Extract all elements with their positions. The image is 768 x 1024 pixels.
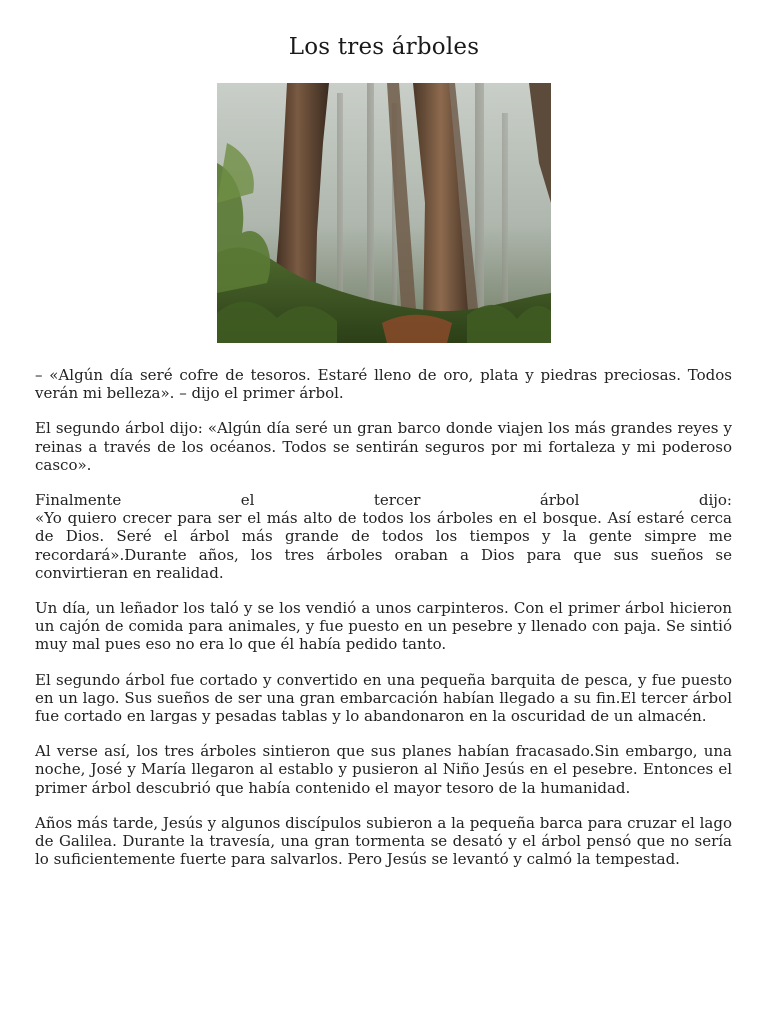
- page-title: Los tres árboles: [288, 34, 480, 60]
- paragraph-1: – «Algún día seré cofre de tesoros. Estaré lleno de oro, plata y piedras preciosas. Todos verán mi belleza». – dijo el primer árbol.: [35, 366, 732, 403]
- paragraph-2: El segundo árbol dijo: «Algún día seré un gran barco donde viajen los más grandes reyes y reinas a través de los océanos. Todos se sentirán seguros por mi fortaleza y mi poderoso casco».: [35, 419, 732, 474]
- paragraph-3-intro: Finalmente el tercer árbol dijo:: [35, 491, 732, 510]
- paragraph-3: [35, 491, 732, 582]
- paragraph-4: Un día, un leñador los taló y se los vendió a unos carpinteros. Con el primer árbol hicieron un cajón de comida para animales, y fue puesto en un pesebre y llenado con paja. Se sintió muy mal pues eso no era lo que él había pedido tanto.: [35, 599, 732, 654]
- story-body: [35, 366, 732, 885]
- paragraph-5: El segundo árbol fue cortado y convertido en una pequeña barquita de pesca, y fue puesto en un lago. Sus sueños de ser una gran embarcación habían llegado a su fin.El tercer árbol fue cortado en largas y pesadas tablas y lo abandonaron en la oscuridad de un almacén.: [35, 670, 732, 726]
- forest-photo: [217, 83, 551, 343]
- paragraph-7: Años más tarde, Jesús y algunos discípulos subieron a la pequeña barca para cruzar el lago de Galilea. Durante la travesía, una gran tormenta se desató y el árbol pensó que no sería lo suficientemente fuerte para salvarlos. Pero Jesús se levantó y calmó la tempestad.: [35, 813, 732, 869]
- paragraph-6: Al verse así, los tres árboles sintieron que sus planes habían fracasado.Sin embargo, una noche, José y María llegaron al establo y pusieron al Niño Jesús en el pesebre. Entonces el primer árbol descubrió que había contenido el mayor tesoro de la humanidad.: [35, 742, 732, 797]
- paragraph-3-body: «Yo quiero crecer para ser el más alto de todos los árboles en el bosque. Así estaré cerca de Dios. Seré el árbol más grande de todos los tiempos y la gente simpre me recordará».Durante años, los tres árboles oraban a Dios para que sus sueños se convirtieran en realidad.: [35, 509, 732, 582]
